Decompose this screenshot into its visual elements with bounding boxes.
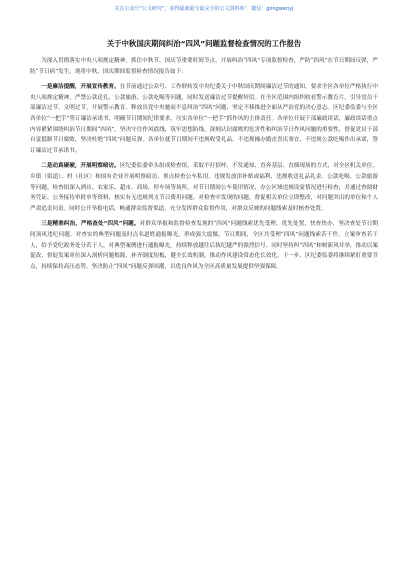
section-body-2: 区纪委监委牵头组成检查组，采取不打招呼、不发通知、直奔基层、直插现场的方式，对全区机关单位、乡镇（街道）、村（社区）和国有企业开展明察暗访，重点检查公车私用、违规发放津补贴或福利、违规收送礼品礼金、公款吃喝、公款旅游等问题。检查组深入酒店、农家乐、超市、商场、停车场等场所，对节日期间公车使用情况、办公区域违规设宴情况进行检查，并通过查阅财务凭证、公务接待审批单等资料，核实有无违规列支节日费用问题。对检查中发现的问题，督促相关单位立即整改，对问题突出的单位和个人严肃追责问责。同时公开举报电话，畅通群众监督渠道，充分发挥群众监督作用，对群众反映的问题线索及时核查处置。 — [30, 163, 378, 212]
section-paragraph-2 — [30, 161, 378, 214]
wechat-promo-banner[interactable]: 关注公众号“公文研究”，获得最新最全最完全的公文资料库！ 微信：gongwenyj — [114, 6, 294, 12]
document-title: 关于中秋国庆期间纠治“四风”问题监督检查情况的工作报告 — [106, 39, 302, 48]
intro-paragraph: 为深入贯彻落实中央八项规定精神，抓住中秋节、国庆节重要时间节点，开展纠治“四风”专项监督检查，严防“四风”在节日期间反弹，严防“节日病”发生，现将中秋、国庆期间监督检查情况报告如下： — [30, 58, 378, 75]
section-heading-3: 三是精准纠治，严格查处“四风”问题。 — [41, 221, 140, 228]
section-body-3: 对群众举报和监督检查发现的“四风”问题线索优先受理、优先处置，快查快办，坚决查处节日期间顶风违纪问题。对查实的典型问题及时点名道姓通报曝光，形成强大震慑。节日期间，全区共受理“四风”问题线索若干件，立案审查若干人，给予党纪政务处分若干人，对典型案例进行通报曝光，持续释放越往后执纪越严的强烈信号。同时坚持纠“四风”和树新风并举，推动以案促改，督促发案单位深入剖析问题根源，补齐制度短板，健全长效机制，推动作风建设常态化长效化。下一步，区纪委监委将继续紧盯重要节点，持续保持高压态势，坚决防止“四风”问题反弹回潮，以优良作风为全区高质量发展提供坚强保障。 — [30, 221, 378, 270]
document-body — [30, 56, 378, 576]
section-paragraph-3 — [30, 219, 378, 272]
section-body-1: 在节前通过公众号、工作群转发中央纪委关于中秋国庆期间廉洁过节的通知，要求全区各单位严格执行中央八项规定精神，严禁公款送礼、公款旅游、公款吃喝等问题，同时发送廉洁过节提醒短信。在全区范围内组织收看警示教育片，引导党员干部廉洁过节、文明过节，开展警示教育，释放出党中央驰而不息纠治“四风”问题、坚定不移推进全面从严治党的决心意志。区纪委监委与全区各单位“一把手”签订廉洁承诺书，明确节日期间纪律要求，压实各单位“一把手”抓作风的主体责任。各单位开展干部廉政谈话，廉政谈话重点内容紧紧围绕纠治节日期间“四风”，坚决守住作风底线，筑牢思想防线。深刻认识腐败的危害性和纠治节日作风问题的重要性，督促党员干部自觉抵制节日腐败，坚决杜绝“四风”问题反弹。各单位就节日期间不违规收受礼品、不违规操办婚丧喜庆事宜、不违规公款吃喝作出承诺，签订廉洁过节承诺书。 — [30, 84, 378, 154]
section-heading-2: 二是动真碰硬，开展明察暗访。 — [41, 163, 120, 170]
section-paragraph-1 — [30, 82, 378, 156]
section-heading-1: 一是廉洁提醒，开展宣传教育。 — [41, 84, 120, 91]
